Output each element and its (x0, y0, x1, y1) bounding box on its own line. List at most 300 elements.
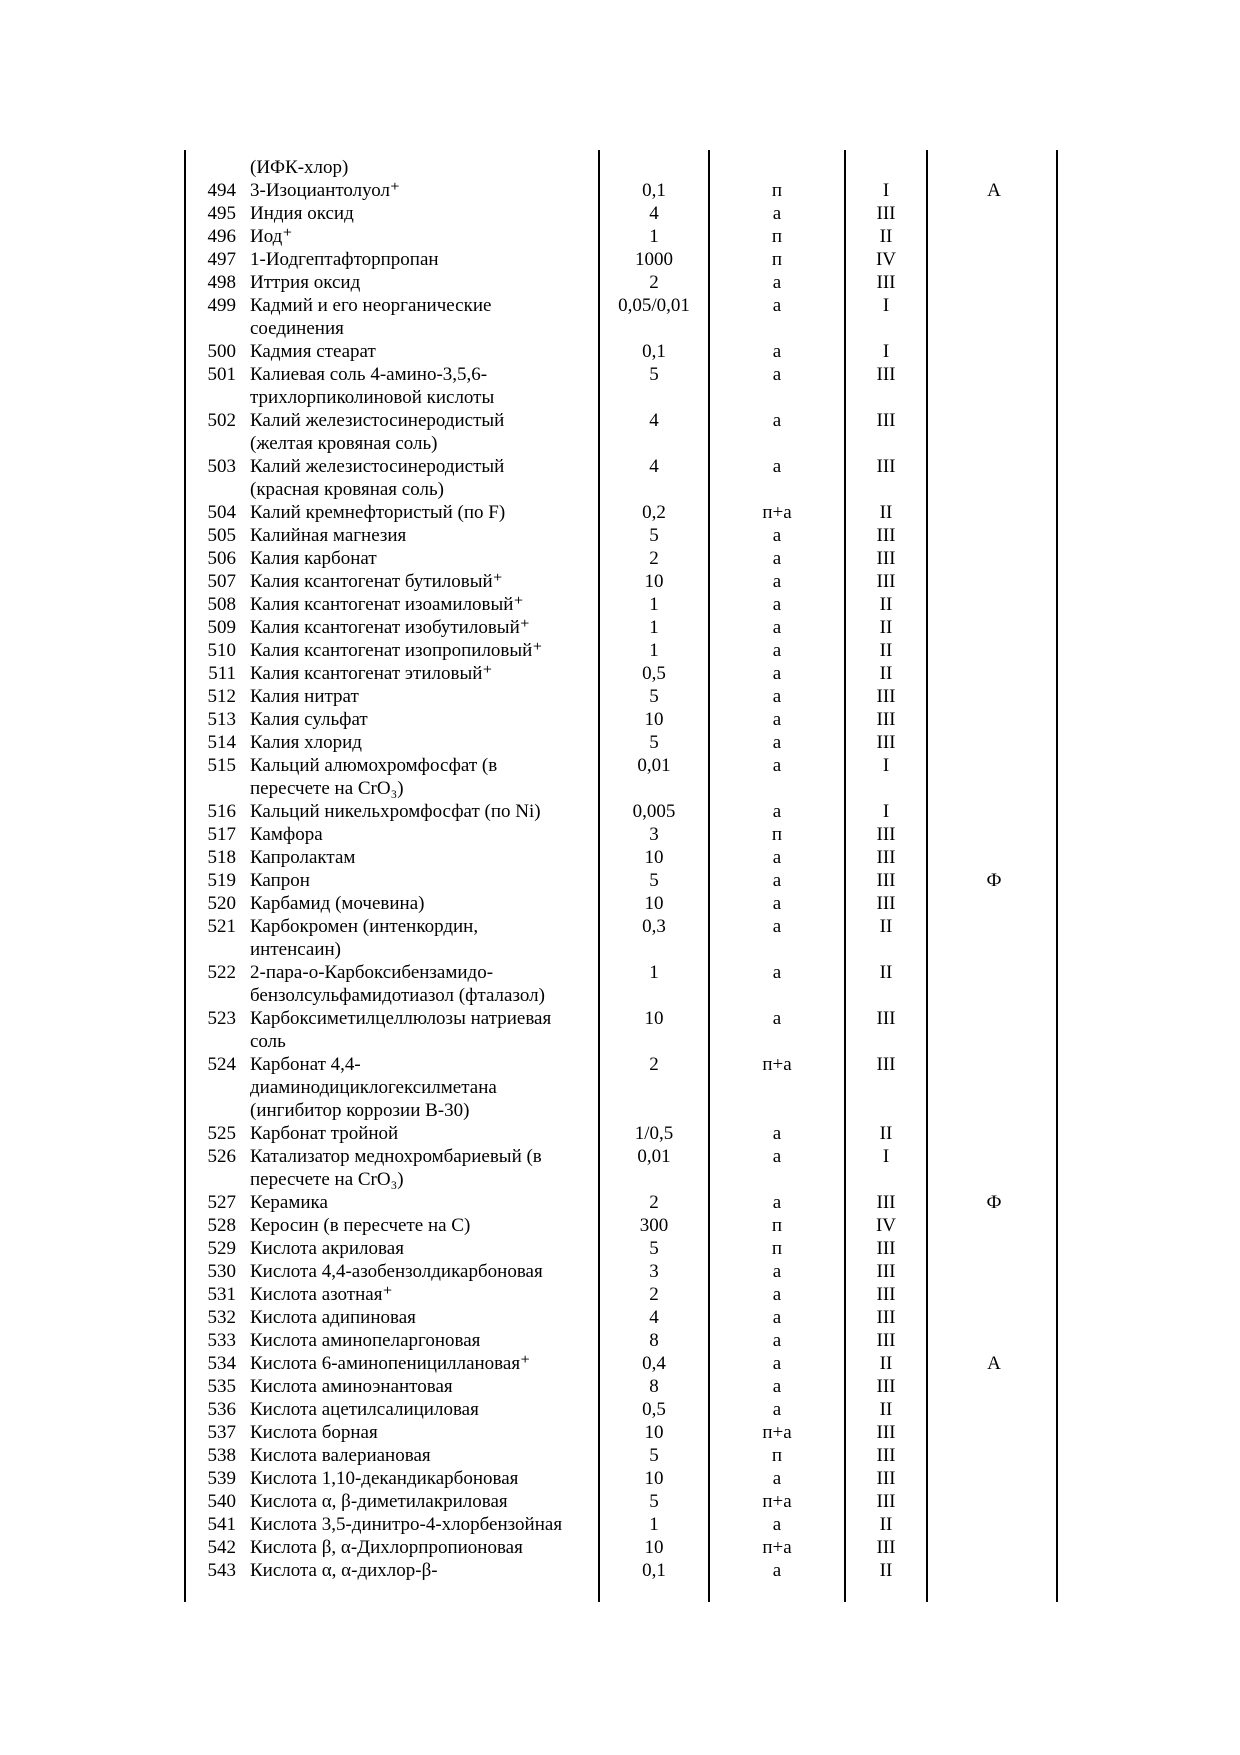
substance-name (250, 1467, 598, 1490)
row-number: 542 (207, 1537, 236, 1558)
row-number: 529 (207, 1238, 236, 1259)
concentration-value: 2 (649, 1192, 659, 1213)
row-number: 515 (207, 755, 236, 776)
hazard-class: I (882, 755, 890, 776)
concentration-value: 5 (649, 732, 659, 753)
substance-name-line: Карбокромен (интенкордин, (250, 916, 479, 937)
row-number: 522 (207, 962, 236, 983)
substance-name-line: (ИФК-хлор) (250, 157, 349, 178)
aggregate-state: а (772, 1146, 782, 1167)
substance-name-line: Кислота α, α-дихлор-β- (250, 1560, 438, 1581)
substance-name-line: Калия карбонат (250, 548, 377, 569)
aggregate-state: а (772, 893, 782, 914)
hazard-class: III (876, 525, 896, 546)
concentration-value: 3 (649, 1261, 659, 1282)
aggregate-state: а (772, 1261, 782, 1282)
aggregate-state: а (772, 732, 782, 753)
substance-name-line: Иттрия оксид (250, 272, 361, 293)
substance-name (250, 708, 598, 731)
hazard-class: II (879, 226, 893, 247)
substance-name (250, 455, 598, 501)
hazard-class: III (876, 893, 896, 914)
substance-name-line: 1-Иодгептафторпропан (250, 249, 439, 270)
aggregate-state: а (772, 1008, 782, 1029)
row-number: 524 (207, 1054, 236, 1075)
concentration-value: 1 (649, 617, 659, 638)
hazard-class: III (876, 824, 896, 845)
concentration-value: 2 (649, 1054, 659, 1075)
hazard-class: II (879, 502, 893, 523)
concentration-value: 10 (644, 709, 664, 730)
substance-name-line: Калий железистосинеродистый (250, 456, 505, 477)
substance-name (250, 1122, 598, 1145)
aggregate-state: а (772, 1123, 782, 1144)
substance-name (250, 685, 598, 708)
hazard-class: III (876, 1284, 896, 1305)
column-divider-1 (598, 150, 600, 1602)
hazard-class: III (876, 272, 896, 293)
hazard-class: II (879, 617, 893, 638)
substance-name (250, 869, 598, 892)
concentration-value: 3 (649, 824, 659, 845)
substance-name-line: Карбамид (мочевина) (250, 893, 425, 914)
substance-name (250, 1490, 598, 1513)
substance-name-line: Кислота азотная⁺ (250, 1284, 393, 1305)
substance-name (250, 524, 598, 547)
row-number: 507 (207, 571, 236, 592)
substance-name (250, 754, 598, 800)
row-number: 525 (207, 1123, 236, 1144)
column-divider-4 (926, 150, 928, 1602)
row-number: 495 (207, 203, 236, 224)
substance-name-line: соединения (250, 318, 344, 339)
aggregate-state: а (772, 364, 782, 385)
concentration-value: 4 (649, 456, 659, 477)
aggregate-state: а (772, 1376, 782, 1397)
hazard-class: I (882, 295, 890, 316)
hazard-class: II (879, 640, 893, 661)
row-number: 516 (207, 801, 236, 822)
aggregate-state: п (771, 824, 783, 845)
row-number: 521 (207, 916, 236, 937)
substance-name-line: Кислота 1,10-декандикарбоновая (250, 1468, 519, 1489)
aggregate-state: а (772, 1353, 782, 1374)
substance-name (250, 961, 598, 1007)
aggregate-state: а (772, 525, 782, 546)
aggregate-state: а (772, 1330, 782, 1351)
aggregate-state: п (771, 249, 783, 270)
aggregate-state: а (772, 617, 782, 638)
concentration-value: 1 (649, 962, 659, 983)
aggregate-state: а (772, 663, 782, 684)
hazard-class: IV (875, 249, 897, 270)
concentration-value: 0,3 (642, 916, 666, 937)
row-number: 500 (207, 341, 236, 362)
substance-name-line: Кадмий и его неорганические (250, 295, 492, 316)
substance-name-line: Кислота β, α-Дихлорпропионовая (250, 1537, 523, 1558)
substance-name (250, 294, 598, 340)
concentration-value: 1000 (635, 249, 673, 270)
substance-name-line: Кислота аминоэнантовая (250, 1376, 453, 1397)
hazard-class: I (882, 180, 890, 201)
row-number: 537 (207, 1422, 236, 1443)
substance-name-line: (желтая кровяная соль) (250, 433, 438, 454)
concentration-value: 5 (649, 1238, 659, 1259)
substance-name-line: (ингибитор коррозии В-30) (250, 1100, 470, 1121)
concentration-value: 10 (644, 1468, 664, 1489)
substance-name-line: Карбонат тройной (250, 1123, 399, 1144)
row-number: 523 (207, 1008, 236, 1029)
substance-name (250, 271, 598, 294)
row-number: 496 (207, 226, 236, 247)
aggregate-state: а (772, 870, 782, 891)
concentration-value: 5 (649, 1445, 659, 1466)
substance-name-line: Карбоксиметилцеллюлозы натриевая (250, 1008, 552, 1029)
substance-name-line: пересчете на CrO₃) (250, 778, 404, 799)
hazard-class: III (876, 732, 896, 753)
hazard-class: III (876, 1537, 896, 1558)
aggregate-state: п+а (762, 1537, 792, 1558)
row-number: 541 (207, 1514, 236, 1535)
substance-name (250, 248, 598, 271)
substance-name-line: Кислота борная (250, 1422, 378, 1443)
concentration-value: 0,4 (642, 1353, 666, 1374)
aggregate-state: а (772, 1560, 782, 1581)
concentration-value: 1 (649, 594, 659, 615)
substance-name-line: Калия ксантогенат изопропиловый⁺ (250, 640, 543, 661)
row-number: 531 (207, 1284, 236, 1305)
row-number: 543 (207, 1560, 236, 1581)
row-number: 508 (207, 594, 236, 615)
hazard-class: III (876, 1491, 896, 1512)
concentration-value: 10 (644, 893, 664, 914)
concentration-value: 5 (649, 525, 659, 546)
concentration-value: 0,5 (642, 1399, 666, 1420)
aggregate-state: а (772, 962, 782, 983)
row-number: 528 (207, 1215, 236, 1236)
row-number: 539 (207, 1468, 236, 1489)
substance-name-line: трихлорпиколиновой кислоты (250, 387, 495, 408)
substance-name (250, 639, 598, 662)
substance-name-line: Керосин (в пересчете на С) (250, 1215, 471, 1236)
substance-name-line: Кислота аминопеларгоновая (250, 1330, 481, 1351)
row-number: 511 (208, 663, 236, 684)
aggregate-state: а (772, 755, 782, 776)
row-number: 501 (207, 364, 236, 385)
hazard-class: III (876, 1307, 896, 1328)
aggregate-state: а (772, 571, 782, 592)
substance-name (250, 547, 598, 570)
substance-name-line: Кислота 6-аминопенициллановая⁺ (250, 1353, 531, 1374)
substance-name (250, 662, 598, 685)
substance-name-line: Индия оксид (250, 203, 354, 224)
concentration-value: 0,1 (642, 1560, 666, 1581)
substance-name-line: Кальций никельхромфосфат (по Ni) (250, 801, 541, 822)
substance-name-line: Капрон (250, 870, 310, 891)
hazard-class: III (876, 456, 896, 477)
concentration-value: 0,2 (642, 502, 666, 523)
concentration-value: 5 (649, 364, 659, 385)
substance-name-line: бензолсульфамидотиазол (фталазол) (250, 985, 545, 1006)
row-number: 530 (207, 1261, 236, 1282)
substance-name (250, 1352, 598, 1375)
substance-name-line: Катализатор меднохромбариевый (в (250, 1146, 542, 1167)
substance-name-line: диаминодициклогексилметана (250, 1077, 497, 1098)
aggregate-state: а (772, 686, 782, 707)
substance-name (250, 363, 598, 409)
hazard-class: III (876, 1261, 896, 1282)
hazard-class: II (879, 1560, 893, 1581)
concentration-value: 1 (649, 1514, 659, 1535)
substance-name (250, 1283, 598, 1306)
aggregate-state: п+а (762, 502, 792, 523)
hazard-class: III (876, 1054, 896, 1075)
row-number: 517 (207, 824, 236, 845)
substance-name-line: Кислота 4,4-азобензолдикарбоновая (250, 1261, 543, 1282)
substance-name (250, 156, 598, 179)
aggregate-state: а (772, 548, 782, 569)
concentration-value: 0,1 (642, 180, 666, 201)
substance-name (250, 1536, 598, 1559)
substance-name (250, 501, 598, 524)
hazard-class: II (879, 663, 893, 684)
aggregate-state: п (771, 226, 783, 247)
aggregate-state: п (771, 1445, 783, 1466)
hazard-class: III (876, 1468, 896, 1489)
row-number: 506 (207, 548, 236, 569)
row-number: 498 (207, 272, 236, 293)
concentration-value: 2 (649, 272, 659, 293)
row-number: 520 (207, 893, 236, 914)
note-mark: А (987, 1353, 1001, 1374)
row-number: 536 (207, 1399, 236, 1420)
substance-name-line: Кислота акриловая (250, 1238, 404, 1259)
aggregate-state: а (772, 295, 782, 316)
substance-name (250, 1513, 598, 1536)
hazard-class: IV (875, 1215, 897, 1236)
substance-name-line: Карбонат 4,4- (250, 1054, 361, 1075)
hazard-class: I (882, 1146, 890, 1167)
substance-name-line: Калиевая соль 4-амино-3,5,6- (250, 364, 488, 385)
hazard-class: III (876, 847, 896, 868)
substance-name-line: пересчете на CrO₃) (250, 1169, 404, 1190)
substance-name (250, 340, 598, 363)
hazard-class: III (876, 1445, 896, 1466)
hazard-class: I (882, 341, 890, 362)
hazard-class: III (876, 686, 896, 707)
aggregate-state: п (771, 180, 783, 201)
hazard-class: II (879, 594, 893, 615)
row-number: 526 (207, 1146, 236, 1167)
substance-name (250, 800, 598, 823)
aggregate-state: а (772, 1514, 782, 1535)
substance-name-line: Кадмия стеарат (250, 341, 376, 362)
note-mark: Ф (986, 870, 1002, 891)
substance-name-line: Калия сульфат (250, 709, 368, 730)
row-number: 532 (207, 1307, 236, 1328)
substance-name (250, 1007, 598, 1053)
concentration-value: 5 (649, 870, 659, 891)
row-number: 499 (207, 295, 236, 316)
substance-name (250, 616, 598, 639)
substance-name-line: Калия ксантогенат бутиловый⁺ (250, 571, 503, 592)
aggregate-state: п+а (762, 1422, 792, 1443)
aggregate-state: а (772, 640, 782, 661)
row-number: 497 (207, 249, 236, 270)
aggregate-state: а (772, 916, 782, 937)
substance-name (250, 409, 598, 455)
hazard-class: III (876, 410, 896, 431)
substance-name (250, 1444, 598, 1467)
substance-name-line: Иод⁺ (250, 226, 293, 247)
substance-name (250, 570, 598, 593)
substance-name-line: Калия нитрат (250, 686, 359, 707)
aggregate-state: п+а (762, 1491, 792, 1512)
hazard-class: III (876, 1192, 896, 1213)
row-number: 494 (207, 180, 236, 201)
aggregate-state: а (772, 1307, 782, 1328)
row-number: 533 (207, 1330, 236, 1351)
row-number: 503 (207, 456, 236, 477)
hazard-class: III (876, 1238, 896, 1259)
hazard-class: III (876, 1330, 896, 1351)
concentration-value: 10 (644, 1008, 664, 1029)
column-divider-3 (844, 150, 846, 1602)
aggregate-state: а (772, 709, 782, 730)
substance-name-line: Капролактам (250, 847, 356, 868)
aggregate-state: п (771, 1238, 783, 1259)
aggregate-state: а (772, 594, 782, 615)
substance-name-line: Кислота валериановая (250, 1445, 431, 1466)
row-number: 502 (207, 410, 236, 431)
substance-name (250, 1191, 598, 1214)
substance-name-line: соль (250, 1031, 286, 1052)
substance-name (250, 823, 598, 846)
substance-name-line: Керамика (250, 1192, 328, 1213)
substance-name (250, 1145, 598, 1191)
substance-name (250, 892, 598, 915)
concentration-value: 4 (649, 203, 659, 224)
concentration-value: 10 (644, 1422, 664, 1443)
concentration-value: 4 (649, 1307, 659, 1328)
hazard-class: III (876, 203, 896, 224)
substance-name (250, 1329, 598, 1352)
concentration-value: 2 (649, 548, 659, 569)
substance-name (250, 915, 598, 961)
aggregate-state: а (772, 341, 782, 362)
note-mark: А (987, 180, 1001, 201)
substance-name (250, 1398, 598, 1421)
row-number: 512 (207, 686, 236, 707)
aggregate-state: а (772, 1399, 782, 1420)
substance-name-line: Камфора (250, 824, 323, 845)
row-number: 527 (207, 1192, 236, 1213)
concentration-value: 0,05/0,01 (618, 295, 690, 316)
row-number: 518 (207, 847, 236, 868)
aggregate-state: а (772, 410, 782, 431)
note-mark: Ф (986, 1192, 1002, 1213)
row-number: 535 (207, 1376, 236, 1397)
concentration-value: 10 (644, 1537, 664, 1558)
substance-name (250, 1237, 598, 1260)
substance-name-line: Кислота адипиновая (250, 1307, 416, 1328)
substance-name-line: Калий железистосинеродистый (250, 410, 505, 431)
substance-name-line: (красная кровяная соль) (250, 479, 444, 500)
aggregate-state: а (772, 456, 782, 477)
row-number: 513 (207, 709, 236, 730)
concentration-value: 8 (649, 1376, 659, 1397)
substance-name-line: Кислота 3,5-динитро-4-хлорбензойная (250, 1514, 563, 1535)
row-number: 514 (207, 732, 236, 753)
substance-name-line: 3-Изоциантолуол⁺ (250, 180, 400, 201)
concentration-value: 10 (644, 571, 664, 592)
substance-name (250, 593, 598, 616)
hazard-class: II (879, 1399, 893, 1420)
concentration-value: 5 (649, 686, 659, 707)
concentration-value: 0,5 (642, 663, 666, 684)
row-number: 519 (207, 870, 236, 891)
aggregate-state: а (772, 1192, 782, 1213)
substance-name-line: Кальций алюмохромфосфат (в (250, 755, 498, 776)
substance-name (250, 846, 598, 869)
concentration-value: 1 (649, 640, 659, 661)
row-number: 510 (207, 640, 236, 661)
hazard-class: III (876, 709, 896, 730)
hazard-class: II (879, 962, 893, 983)
concentration-value: 8 (649, 1330, 659, 1351)
substance-name-line: Калия ксантогенат этиловый⁺ (250, 663, 493, 684)
concentration-value: 0,01 (637, 755, 671, 776)
concentration-value: 5 (649, 1491, 659, 1512)
substance-name-line: интенсаин) (250, 939, 342, 960)
column-divider-2 (708, 150, 710, 1602)
hazard-class: II (879, 916, 893, 937)
substance-name-line: 2-пара-о-Карбоксибензамидо- (250, 962, 494, 983)
aggregate-state: а (772, 272, 782, 293)
aggregate-state: а (772, 203, 782, 224)
substance-name (250, 1559, 598, 1582)
concentration-value: 4 (649, 410, 659, 431)
hazard-class: III (876, 1422, 896, 1443)
substance-name (250, 1306, 598, 1329)
hazard-class: III (876, 1008, 896, 1029)
hazard-class: III (876, 364, 896, 385)
substance-name (250, 1375, 598, 1398)
concentration-value: 1/0,5 (634, 1123, 674, 1144)
concentration-value: 0,1 (642, 341, 666, 362)
row-number: 505 (207, 525, 236, 546)
substance-name (250, 179, 598, 202)
row-number: 509 (207, 617, 236, 638)
aggregate-state: п+а (762, 1054, 792, 1075)
concentration-value: 300 (639, 1215, 669, 1236)
hazard-class: II (879, 1123, 893, 1144)
aggregate-state: п (771, 1215, 783, 1236)
aggregate-state: а (772, 801, 782, 822)
substance-name (250, 1053, 598, 1122)
row-number: 540 (207, 1491, 236, 1512)
row-number: 538 (207, 1445, 236, 1466)
substance-name-line: Калия ксантогенат изобутиловый⁺ (250, 617, 530, 638)
substance-name (250, 225, 598, 248)
substance-name (250, 202, 598, 225)
hazard-class: III (876, 870, 896, 891)
aggregate-state: а (772, 1284, 782, 1305)
aggregate-state: а (772, 1468, 782, 1489)
row-number: 534 (207, 1353, 236, 1374)
row-number: 504 (207, 502, 236, 523)
hazard-class: III (876, 571, 896, 592)
